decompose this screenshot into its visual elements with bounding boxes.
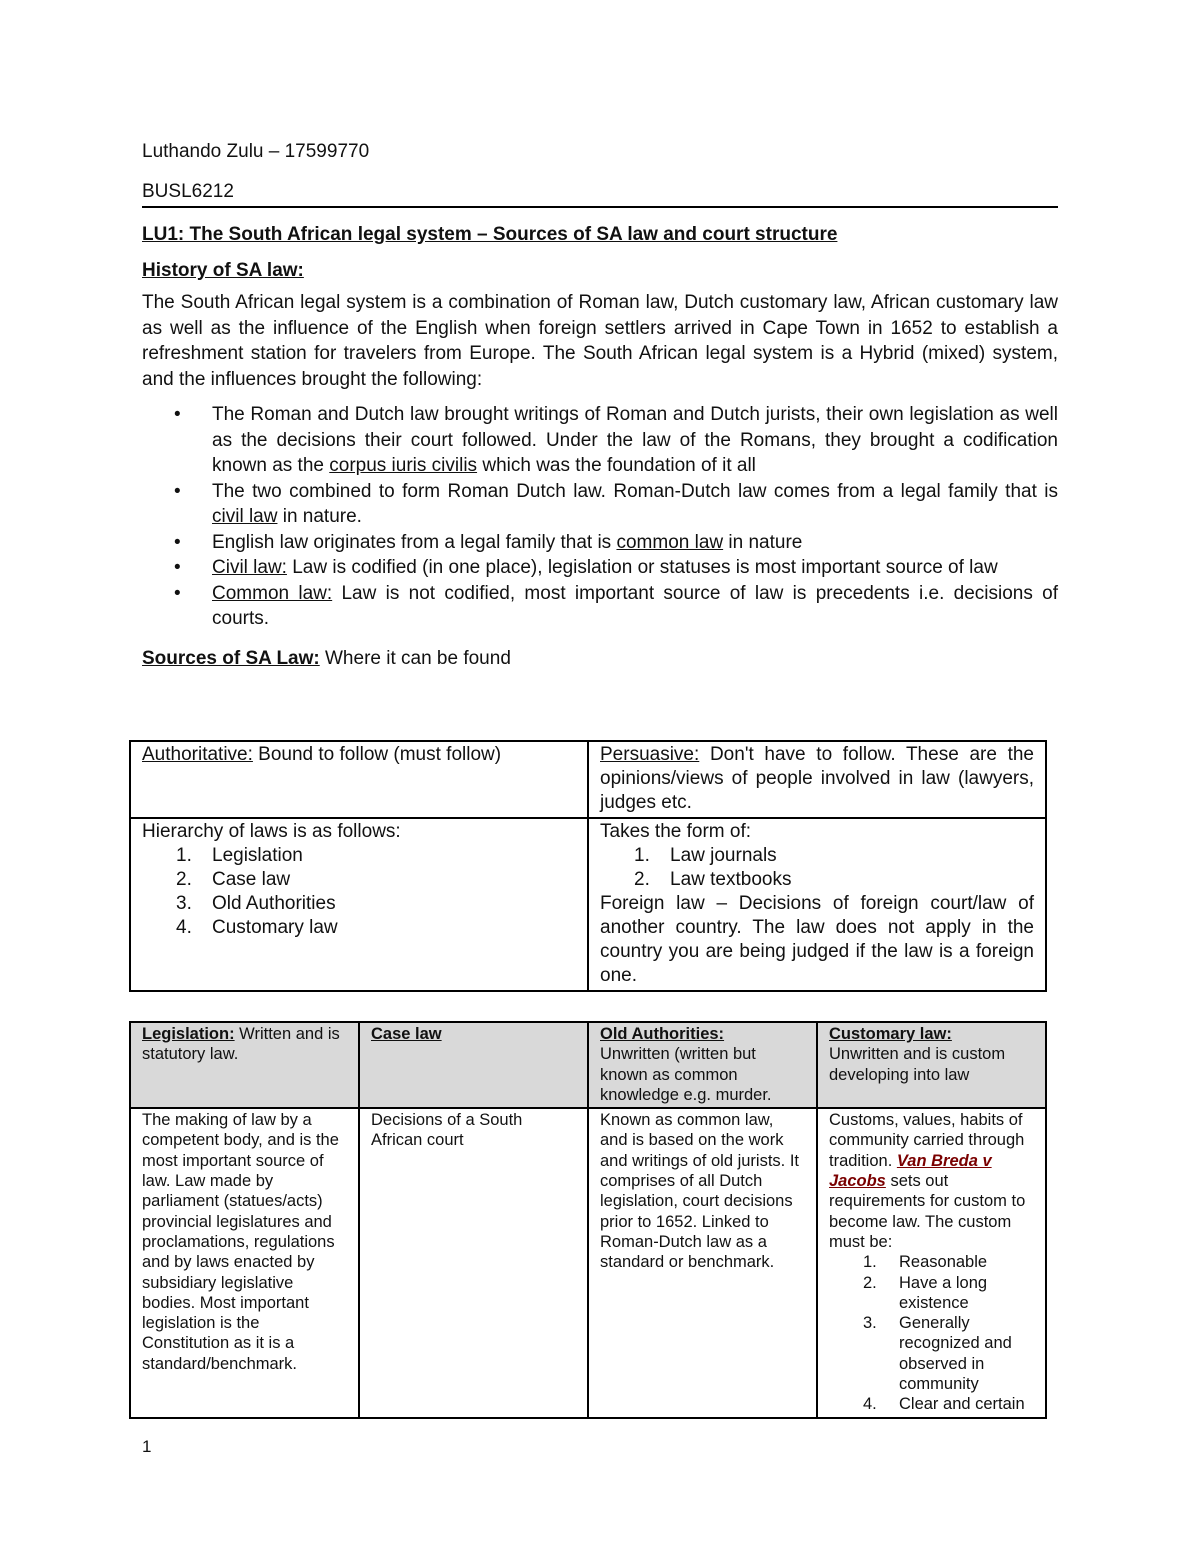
bullet-term: civil law	[212, 506, 278, 527]
list-text: Old Authorities	[212, 893, 336, 914]
author-line: Luthando Zulu – 17599770	[142, 141, 370, 162]
authoritative-label: Authoritative:	[142, 744, 253, 765]
customary-text-pre: Customs, values, habits of community carried through tradition.	[829, 1111, 1025, 1170]
list-text: Reasonable	[899, 1253, 988, 1272]
case-law-label: Case law	[371, 1025, 442, 1043]
course-code: BUSL6212	[142, 180, 1058, 208]
bullet-text: in nature	[723, 531, 803, 553]
bullet-icon: •	[174, 557, 181, 578]
bullet-text: Law is codified (in one place), legislation or statuses is most important source of law	[286, 557, 998, 578]
case-law-body: Decisions of a South African court	[359, 1108, 588, 1417]
persuasive-cell	[588, 741, 1046, 818]
list-item	[829, 1394, 1034, 1414]
table-row	[130, 818, 1046, 991]
list-number: 3.	[863, 1314, 877, 1333]
table-row	[130, 741, 1046, 818]
list-number: 4.	[863, 1395, 877, 1414]
history-intro: The South African legal system is a combination of Roman law, Dutch customary law, African customary law as well as the influence of the English when foreign settlers arrived in Cape Town in 1652 to establish a refreshment station for travelers from Europe. The South African legal system is a Hybrid (mixed) system, and the influences brought the following:	[142, 292, 1058, 390]
sources-subtitle: Where it can be found	[319, 647, 511, 669]
old-authorities-desc: Unwritten (written but known as common knowledge e.g. murder.	[600, 1045, 772, 1104]
bullet-text: The two combined to form Roman Dutch law. Roman-Dutch law comes from a legal family that is	[212, 480, 1058, 502]
persuasive-label: Persuasive:	[600, 744, 700, 765]
authoritative-cell	[130, 741, 588, 818]
list-item	[142, 479, 1058, 530]
persuasive-text: Don't have to follow. These are the opinions/views of people involved in law (lawyers, judges etc.	[600, 744, 1034, 813]
list-number: 1.	[634, 845, 650, 866]
history-bullets	[142, 402, 1058, 632]
hierarchy-intro: Hierarchy of laws is as follows:	[142, 821, 401, 842]
forms-cell	[588, 818, 1046, 991]
list-text: Have a long existence	[899, 1273, 988, 1312]
list-text: Case law	[212, 869, 291, 890]
document-title: LU1: The South African legal system – Sources of SA law and court structure	[142, 224, 838, 245]
table-row	[130, 1108, 1046, 1417]
bullet-icon: •	[174, 404, 181, 425]
list-text: Customary law	[212, 917, 338, 938]
bullet-term: common law	[616, 531, 724, 553]
history-heading-text: History of SA law:	[142, 260, 304, 281]
legislation-header	[130, 1022, 359, 1108]
list-text: Clear and certain	[899, 1395, 1025, 1414]
hierarchy-cell	[130, 818, 588, 991]
authoritative-text: Bound to follow (must follow)	[252, 744, 502, 765]
bullet-text: which was the foundation of it all	[477, 455, 756, 476]
list-item	[142, 916, 576, 940]
customary-header	[817, 1022, 1046, 1108]
bullet-text: Law is not codified, most important source of law is precedents i.e. decisions of courts.	[212, 582, 1058, 629]
old-authorities-header	[588, 1022, 817, 1108]
custom-requirements-list	[829, 1252, 1034, 1414]
customary-desc: Unwritten and is custom developing into law	[829, 1045, 1006, 1084]
law-sources-table	[129, 1021, 1047, 1419]
list-number: 1.	[863, 1253, 877, 1272]
list-text: Law textbooks	[670, 869, 792, 890]
case-name: Van Breda v Jacobs	[829, 1151, 992, 1191]
list-text: Law journals	[670, 845, 777, 866]
list-item	[600, 868, 1034, 892]
bullet-text: The Roman and Dutch law brought writings of Roman and Dutch jurists, their own legislation as well as the decisions their court followed. Under the law of the Romans, they brought a codification known as the	[212, 404, 1058, 476]
bullet-term: Common law:	[212, 582, 333, 604]
table-header-row	[130, 1022, 1046, 1108]
history-heading	[142, 258, 1058, 284]
list-item	[142, 402, 1058, 479]
customary-text	[829, 1110, 1034, 1252]
list-item	[829, 1252, 1034, 1272]
list-text: Legislation	[212, 845, 303, 866]
list-item	[600, 844, 1034, 868]
list-item	[142, 892, 576, 916]
hierarchy-list	[142, 844, 576, 940]
foreign-law-text: Foreign law – Decisions of foreign court/law of another country. The law does not apply in the country you are being judged if the law is a foreign one.	[600, 893, 1034, 986]
legislation-desc: Written and is statutory law.	[142, 1025, 340, 1064]
list-number: 2.	[176, 869, 192, 890]
bullet-icon: •	[174, 531, 181, 553]
bullet-term: Civil law:	[212, 557, 287, 578]
bullet-icon: •	[174, 480, 181, 502]
old-authorities-label: Old Authorities:	[600, 1025, 725, 1043]
forms-intro: Takes the form of:	[600, 821, 752, 842]
case-law-header	[359, 1022, 588, 1108]
list-text: Generally recognized and observed in community	[899, 1314, 1012, 1394]
list-item	[829, 1273, 1034, 1314]
sources-heading-text: Sources of SA Law:	[142, 647, 320, 669]
list-item	[142, 581, 1058, 632]
sources-heading	[142, 646, 1058, 672]
list-item	[142, 868, 576, 892]
list-number: 3.	[176, 893, 192, 914]
list-number: 2.	[634, 869, 650, 890]
list-number: 1.	[176, 845, 192, 866]
legislation-label: Legislation:	[142, 1025, 235, 1043]
forms-list	[600, 844, 1034, 892]
customary-body	[817, 1108, 1046, 1417]
legislation-body: The making of law by a competent body, and is the most important source of law. Law made by parliament (statues/acts) provincial legislatures and proclamations, regulations and by laws enacted by subsidiary legislative bodies. Most important legislation is the Constitution as it is a standard/benchmark.	[130, 1108, 359, 1417]
document-page	[142, 140, 1058, 1414]
list-item	[142, 530, 1058, 556]
customary-text-post: sets out requirements for custom to become law. The custom must be:	[829, 1172, 1026, 1251]
customary-label: Customary law:	[829, 1025, 952, 1043]
old-authorities-body: Known as common law, and is based on the work and writings of old jurists. It comprises of all Dutch legislation, court decisions prior to 1652. Linked to Roman-Dutch law as a standard or benchmark.	[588, 1108, 817, 1417]
list-item	[142, 844, 576, 868]
bullet-icon: •	[174, 582, 181, 604]
list-item	[142, 555, 1058, 581]
bullet-text: English law originates from a legal family that is	[212, 531, 617, 553]
page-number: 1	[142, 1437, 152, 1456]
list-number: 2.	[863, 1273, 877, 1292]
bullet-term: corpus iuris civilis	[329, 455, 478, 476]
list-number: 4.	[176, 917, 192, 938]
sources-table	[129, 740, 1047, 992]
list-item	[829, 1313, 1034, 1394]
bullet-text: in nature.	[277, 506, 362, 527]
